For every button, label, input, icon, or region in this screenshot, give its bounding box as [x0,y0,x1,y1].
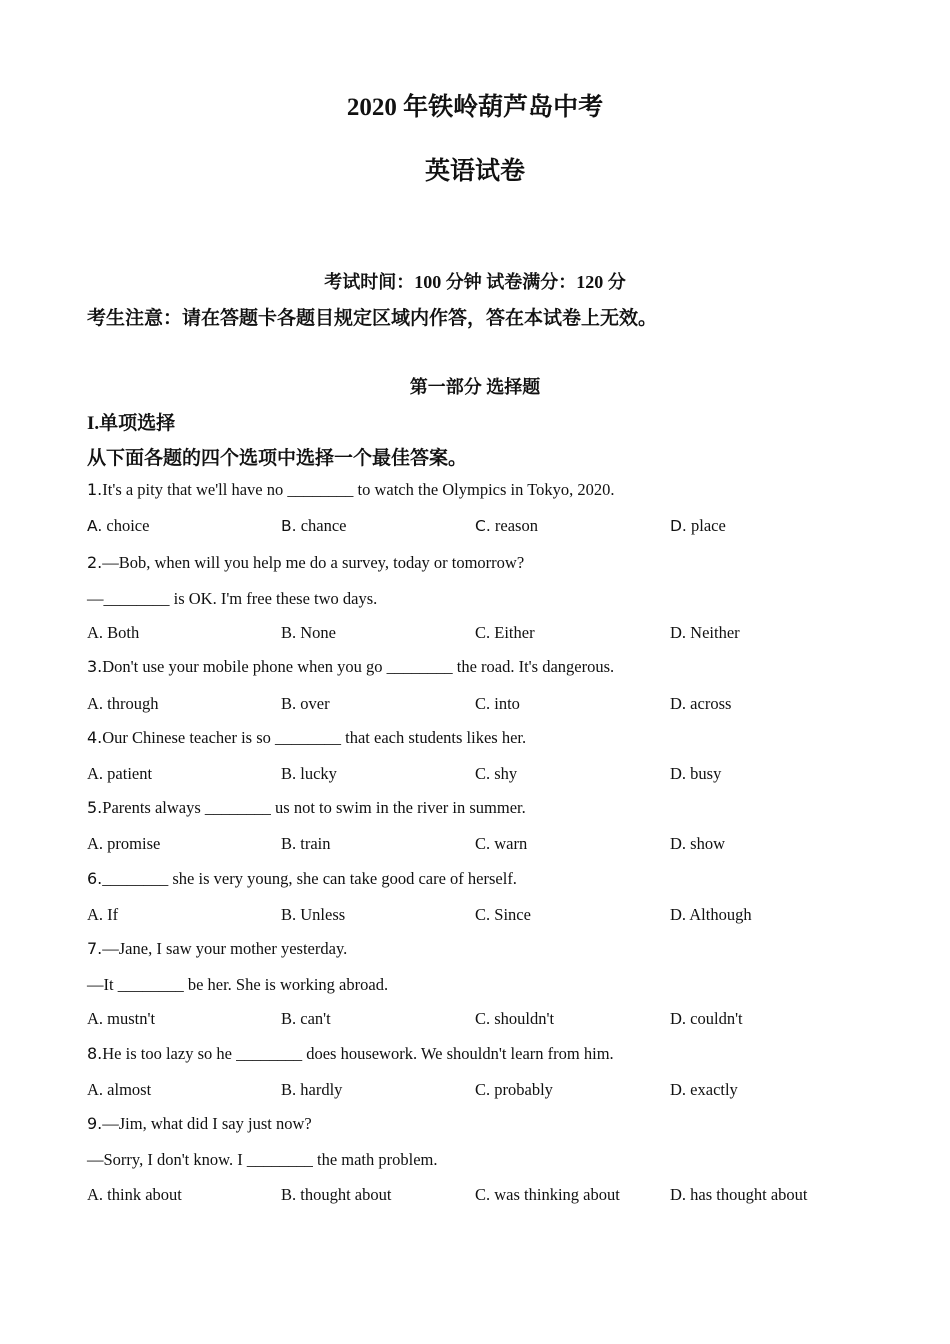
option-a[interactable] [87,1009,155,1029]
option-b[interactable] [281,1009,331,1029]
option-d[interactable] [670,764,721,784]
option-a[interactable] [87,694,159,714]
option-label: C. [475,1185,491,1204]
option-label: A. [87,1009,104,1028]
option-c[interactable] [475,905,531,925]
option-label: B. [281,905,297,924]
option-d[interactable] [670,905,752,925]
option-label: D. [670,694,687,713]
option-label: C. [475,623,491,642]
question-text: Our Chinese teacher is so ________ that each students likes her. [102,728,527,747]
option-text: exactly [690,1080,738,1099]
question-text: Parents always ________ us not to swim in the river in summer. [102,798,526,817]
option-text: hardly [300,1080,343,1099]
option-label: D. [670,1185,687,1204]
option-text: chance [300,516,347,535]
option-text: place [691,516,726,535]
option-text: shouldn't [494,1009,555,1028]
option-c[interactable] [475,1009,554,1029]
option-b[interactable] [281,1080,342,1100]
option-text: was thinking about [494,1185,620,1204]
option-label: A. [87,834,104,853]
option-label: A. [87,1080,104,1099]
option-d[interactable] [670,516,726,536]
option-a[interactable] [87,1185,182,1205]
option-label: C. [475,1009,491,1028]
option-text: has thought about [690,1185,808,1204]
option-label: C. [475,694,491,713]
option-b[interactable] [281,764,337,784]
option-text: train [300,834,331,853]
option-text: lucky [300,764,337,783]
option-text: promise [107,834,161,853]
option-text: If [107,905,119,924]
option-label: C. [475,517,491,535]
option-text: patient [107,764,153,783]
option-c[interactable] [475,834,527,854]
option-a[interactable] [87,516,149,536]
option-text: think about [107,1185,182,1204]
question-text: —Bob, when will you help me do a survey, today or tomorrow? [102,553,525,572]
question-number: 4. [87,728,103,747]
option-label: A. [87,764,104,783]
question-text: —Jim, what did I say just now? [102,1114,312,1133]
option-b[interactable] [281,1185,391,1205]
option-label: C. [475,834,491,853]
option-d[interactable] [670,694,731,714]
option-label: D. [670,764,687,783]
option-text: thought about [300,1185,392,1204]
option-label: A. [87,517,103,535]
option-label: B. [281,764,297,783]
question-6 [87,869,517,889]
option-d[interactable] [670,1009,743,1029]
option-label: D. [670,517,687,535]
question-7-line-2 [87,975,388,995]
option-label: C. [475,1080,491,1099]
option-a[interactable] [87,834,160,854]
exam-subtitle: 英语试卷 [424,158,525,185]
option-a[interactable] [87,764,152,784]
question-text: —Jane, I saw your mother yesterday. [102,939,348,958]
option-b[interactable] [281,516,346,536]
option-label: D. [670,905,687,924]
question-text: —Sorry, I don't know. I ________ the math problem. [87,1150,438,1169]
option-text: into [494,694,520,713]
option-c[interactable] [475,623,535,643]
option-c[interactable] [475,764,517,784]
question-9 [87,1114,312,1134]
option-label: B. [281,1009,297,1028]
option-text: almost [107,1080,152,1099]
question-number: 1. [87,480,103,499]
option-text: can't [300,1009,331,1028]
option-label: B. [281,1080,297,1099]
option-d[interactable] [670,1080,738,1100]
option-text: show [690,834,726,853]
question-text: Don't use your mobile phone when you go ________ the road. It's dangerous. [102,657,615,676]
option-text: through [107,694,159,713]
exam-notice: 考生注意：请在答题卡各题目规定区域内作答，答在本试卷上无效。 [87,308,658,329]
option-label: A. [87,905,104,924]
option-label: D. [670,1009,687,1028]
part-heading: I.单项选择 [87,413,176,434]
option-c[interactable] [475,1080,553,1100]
option-text: Either [494,623,535,642]
question-text: —It ________ be her. She is working abroad. [87,975,389,994]
question-number: 2. [87,553,103,572]
option-text: over [300,694,330,713]
option-label: C. [475,905,491,924]
section-title: 第一部分 选择题 [409,377,541,397]
exam-info: 考试时间：100 分钟 试卷满分：120 分 [324,272,626,292]
question-2 [87,553,524,573]
option-label: B. [281,694,297,713]
option-d[interactable] [670,1185,808,1205]
question-1 [87,480,615,500]
option-a[interactable] [87,1080,151,1100]
option-label: A. [87,694,104,713]
option-label: A. [87,1185,104,1204]
option-label: C. [475,764,491,783]
question-4 [87,728,526,748]
exam-title: 2020 年铁岭葫芦岛中考 [346,94,604,121]
option-text: warn [494,834,528,853]
option-text: reason [494,516,538,535]
question-8 [87,1044,614,1064]
question-number: 6. [87,869,103,888]
option-text: choice [106,516,150,535]
option-text: Both [107,623,140,642]
option-label: B. [281,517,297,535]
question-9-line-2 [87,1150,438,1170]
option-text: across [690,694,732,713]
option-text: shy [494,764,518,783]
question-text: He is too lazy so he ________ does housework. We shouldn't learn from him. [102,1044,614,1063]
part-instruction: 从下面各题的四个选项中选择一个最佳答案。 [87,448,468,469]
question-5 [87,798,526,818]
option-text: Neither [690,623,740,642]
question-text: ________ she is very young, she can take good care of herself. [102,869,517,888]
option-d[interactable] [670,834,725,854]
option-text: None [300,623,337,642]
option-text: probably [494,1080,553,1099]
option-label: A. [87,623,104,642]
option-b[interactable] [281,834,331,854]
option-text: couldn't [690,1009,743,1028]
option-text: Unless [300,905,346,924]
option-b[interactable] [281,905,345,925]
option-text: Since [494,905,531,924]
question-number: 5. [87,798,103,817]
option-c[interactable] [475,1185,620,1205]
option-b[interactable] [281,694,330,714]
question-2-line-2 [87,589,377,609]
option-b[interactable] [281,623,336,643]
question-3 [87,657,614,677]
question-text: It's a pity that we'll have no ________ to watch the Olympics in Tokyo, 2020. [102,480,615,499]
question-text: —________ is OK. I'm free these two days. [87,589,378,608]
option-text: busy [690,764,722,783]
option-label: D. [670,834,687,853]
question-number: 9. [87,1114,103,1133]
question-number: 7. [87,939,103,958]
option-text: mustn't [107,1009,156,1028]
option-label: B. [281,834,297,853]
option-c[interactable] [475,694,520,714]
question-number: 8. [87,1044,103,1063]
option-label: B. [281,623,297,642]
question-number: 3. [87,657,103,676]
option-a[interactable] [87,623,139,643]
option-d[interactable] [670,623,740,643]
option-a[interactable] [87,905,118,925]
option-label: D. [670,623,687,642]
option-label: D. [670,1080,687,1099]
question-7 [87,939,347,959]
option-c[interactable] [475,516,538,536]
option-text: Although [689,905,752,924]
option-label: B. [281,1185,297,1204]
